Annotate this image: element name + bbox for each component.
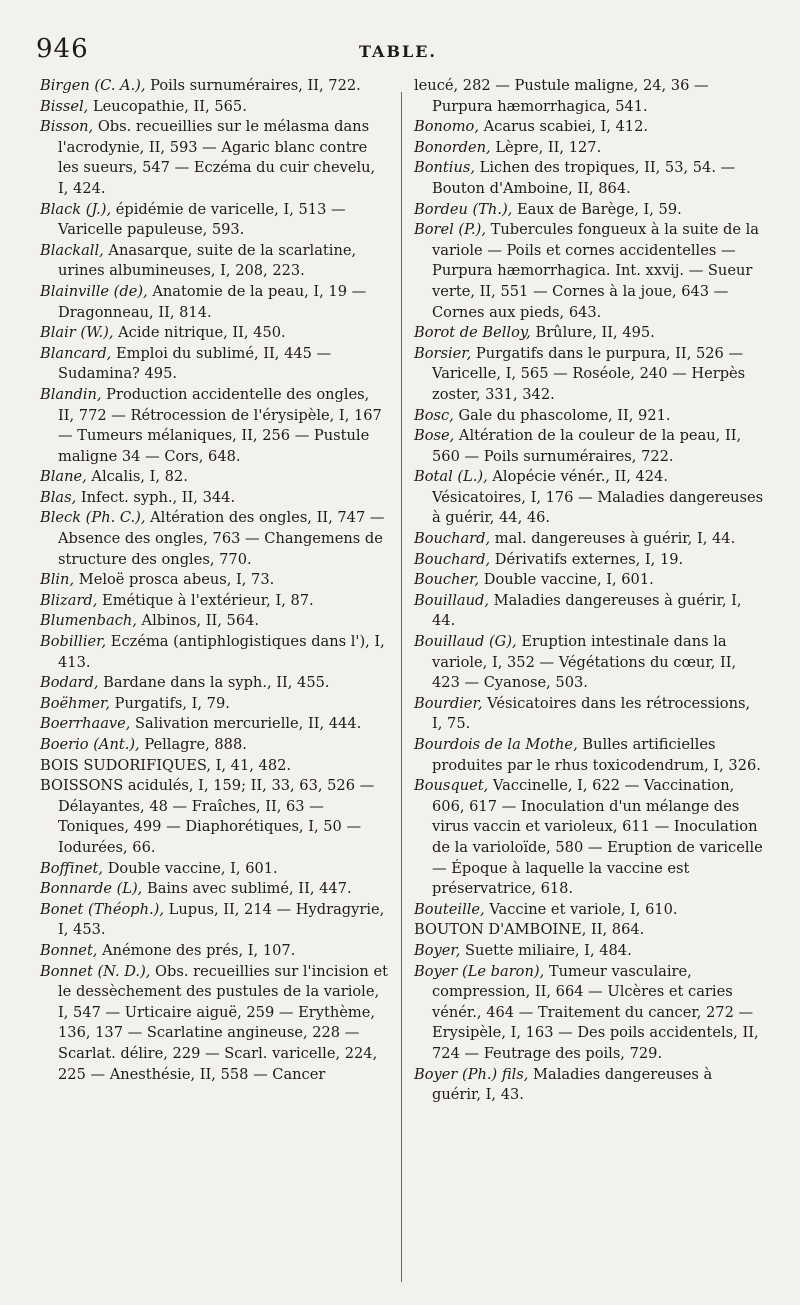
entry-author: Borot de Belloy, (414, 324, 531, 342)
entry-author: Blizard, (40, 591, 98, 609)
entry-text: Pellagre, 888. (139, 736, 247, 753)
entry-text: Lèpre, II, 127. (490, 138, 602, 156)
entry-text: Double vaccine, I, 601. (103, 859, 278, 877)
entry-text: Double vaccine, I, 601. (479, 571, 654, 589)
index-entry (40, 900, 390, 941)
entry-text: Purgatifs, I, 79. (110, 694, 230, 712)
entry-text: Emétique à l'extérieur, I, 87. (97, 591, 314, 609)
entry-text: Tubercules fongueux à la suite de la variole — Poils et cornes accidentelles — Purpura hæmorrhagica. Int. xxvij. — Sueur verte, II, 551 — Cornes à la joue, 643 — Cornes aux pieds, 643. (432, 221, 759, 321)
page-number: 946 (36, 34, 89, 64)
index-entry (40, 241, 390, 282)
index-entry (40, 776, 390, 858)
index-entry (414, 632, 764, 694)
entry-author: Bissel, (40, 97, 89, 115)
entry-text: Albinos, II, 564. (136, 612, 260, 630)
entry-author: Bouchard, (414, 550, 491, 568)
index-entry (414, 776, 764, 900)
index-entry (414, 406, 764, 427)
page-header (36, 34, 760, 70)
entry-text: épidémie de varicelle, I, 513 — Varicelle papuleuse, 593. (58, 200, 346, 239)
entry-author: Bobillier, (40, 633, 107, 651)
index-entry (40, 282, 390, 323)
entry-author: Boyer (Ph.) fils, (414, 1065, 529, 1083)
entry-text: Maladies dangereuses à guérir, I, 44. (432, 591, 742, 630)
entry-author: Boffinet, (40, 859, 104, 877)
entry-author: Bordeu (Th.), (414, 200, 513, 218)
entry-text: Dérivatifs externes, I, 19. (490, 550, 684, 568)
entry-author: Blas, (40, 488, 77, 506)
index-entry (414, 529, 764, 550)
entry-author: Blainville (de), (40, 282, 148, 300)
entry-text: Emploi du sublimé, II, 445 — Sudamina? 495. (58, 344, 332, 383)
entry-text: Brûlure, II, 495. (530, 324, 655, 342)
entry-text: Eczéma (antiphlogistiques dans l'), I, 413. (58, 633, 385, 671)
index-entry (40, 76, 390, 97)
entry-text: BOUTON D'AMBOINE, II, 864. (414, 921, 645, 939)
index-entry (40, 735, 390, 756)
index-entry (40, 694, 390, 715)
entry-text: Bains avec sublimé, II, 447. (142, 880, 352, 898)
entry-text: Vaccine et variole, I, 610. (484, 900, 678, 918)
index-entry (414, 550, 764, 571)
index-entry (40, 611, 390, 632)
left-column (40, 76, 390, 1085)
entry-author: Boyer (Le baron), (414, 962, 545, 980)
entry-author: Bonomo, (414, 118, 479, 136)
entry-text: Suette miliaire, I, 484. (460, 941, 632, 959)
entry-author: Botal (L.), (414, 468, 488, 486)
index-entry (40, 467, 390, 488)
entry-author: Blackall, (40, 241, 104, 259)
index-entry (40, 117, 390, 199)
entry-text: Altération des ongles, II, 747 — Absence des ongles, 763 — Changemens de structure des ongles, 770. (58, 509, 385, 568)
entry-author: Bonorden, (414, 138, 491, 156)
entry-author: Bonnet (N. D.), (40, 962, 151, 980)
index-entry (40, 941, 390, 962)
entry-text: Anasarque, suite de la scarlatine, urines albumineuses, I, 208, 223. (58, 241, 357, 280)
column-divider (401, 92, 402, 1282)
entry-author: Bisson, (40, 118, 94, 136)
entry-author: Bosc, (414, 406, 454, 424)
entry-author: Bonnarde (L), (40, 880, 143, 898)
entry-author: Boëhmer, (40, 694, 111, 712)
index-entry (414, 467, 764, 529)
running-head: TABLE. (359, 42, 437, 61)
entry-author: Bonet (Théoph.), (40, 900, 165, 918)
index-entry (414, 323, 764, 344)
index-entry (40, 488, 390, 509)
index-entry (40, 879, 390, 900)
index-entry (414, 900, 764, 921)
entry-text: Lichen des tropiques, II, 53, 54. — Bouton d'Amboine, II, 864. (432, 159, 736, 197)
entry-author: Boerrhaave, (40, 715, 131, 733)
entry-author: Bose, (414, 427, 455, 445)
entry-author: Borsier, (414, 344, 472, 362)
entry-text: BOIS SUDORIFIQUES, I, 41, 482. (40, 756, 292, 774)
index-entry (414, 920, 764, 941)
entry-text: mal. dangereuses à guérir, I, 44. (490, 530, 736, 548)
entry-text: Obs. recueillies sur le mélasma dans l'acrodynie, II, 593 — Agaric blanc contre les sueurs, 547 — Eczéma du cuir chevelu, I, 424. (58, 118, 376, 197)
entry-text: Bulles artificielles produites par le rhus toxicodendrum, I, 326. (432, 736, 761, 774)
entry-author: Bousquet, (414, 777, 489, 795)
entry-text: Acide nitrique, II, 450. (113, 324, 286, 342)
index-entry (40, 632, 390, 673)
entry-text: Infect. syph., II, 344. (76, 488, 236, 506)
entry-text: Salivation mercurielle, II, 444. (130, 715, 362, 733)
index-entry (40, 323, 390, 344)
index-entry (414, 426, 764, 467)
index-entry (40, 97, 390, 118)
index-entry (40, 859, 390, 880)
entry-text: BOISSONS acidulés, I, 159; II, 33, 63, 526 — Délayantes, 48 — Fraîches, II, 63 — Toniques, 499 — Diaphorétiques, I, 50 — Iodurées, 66. (40, 777, 375, 856)
entry-text: Lupus, II, 214 — Hydragyrie, I, 453. (58, 900, 385, 939)
entry-text: Vésicatoires dans les rétrocessions, I, 75. (432, 694, 751, 733)
entry-text: Alcalis, I, 82. (86, 468, 188, 486)
entry-text: Leucopathie, II, 565. (88, 97, 247, 115)
index-entry (414, 962, 764, 1065)
entry-text: Purgatifs dans le purpura, II, 526 — Varicelle, I, 565 — Roséole, 240 — Herpès zoster, 331, 342. (432, 344, 746, 403)
index-entry (414, 220, 764, 323)
index-entry (414, 591, 764, 632)
entry-text: Alopécie vénér., II, 424. Vésicatoires, I, 176 — Maladies dangereuses à guérir, 44, 46. (432, 468, 764, 527)
index-entry (414, 158, 764, 199)
entry-text: Vaccinelle, I, 622 — Vaccination, 606, 617 — Inoculation d'un mélange des virus vaccin et varioleux, 611 — Inoculation de la varioloïde, 580 — Eruption de varicelle — Époque à laquelle la vaccine est préservatrice, 618. (432, 777, 763, 898)
index-entry (40, 508, 390, 570)
entry-author: Bouillaud, (414, 591, 489, 609)
index-entry (40, 344, 390, 385)
entry-author: Borel (P.), (414, 221, 486, 239)
index-entry (40, 385, 390, 467)
entry-author: Blin, (40, 571, 75, 589)
index-entry (414, 117, 764, 138)
entry-text: Poils surnuméraires, II, 722. (145, 77, 361, 94)
index-entry (40, 200, 390, 241)
entry-text: Production accidentelle des ongles, II, 772 — Rétrocession de l'érysipèle, I, 167 — Tumeurs mélaniques, II, 256 — Pustule maligne 34 — Cors, 648. (58, 385, 382, 465)
entry-text: leucé, 282 — Pustule maligne, 24, 36 — Purpura hæmorrhagica, 541. (414, 77, 709, 115)
index-entry (40, 570, 390, 591)
index-entry (414, 1065, 764, 1106)
entry-author: Bourdois de la Mothe, (414, 736, 578, 753)
index-entry (414, 941, 764, 962)
entry-author: Boucher, (414, 571, 480, 589)
index-entry (40, 673, 390, 694)
index-entry (40, 714, 390, 735)
entry-author: Black (J.), (40, 200, 112, 218)
entry-author: Bouillaud (G), (414, 633, 517, 651)
entry-author: Blair (W.), (40, 324, 114, 342)
entry-author: Blancard, (40, 344, 112, 362)
entry-text: Altération de la couleur de la peau, II, 560 — Poils surnuméraires, 722. (432, 427, 742, 465)
entry-author: Bodard, (40, 674, 99, 692)
entry-text: Obs. recueillies sur l'incision et le dessèchement des pustules de la variole, I, 547 — Urticaire aiguë, 259 — Erythème, 136, 137 — Scarlatine angineuse, 228 — Scarlat. délire, 229 — Scarl. varicelle, 224, 225 — Anesthésie, II, 558 — Cancer (58, 962, 388, 1083)
entry-author: Blane, (40, 468, 87, 486)
entry-text: Eaux de Barège, I, 59. (512, 200, 682, 218)
index-entry (414, 76, 764, 117)
index-entry (414, 570, 764, 591)
entry-author: Boerio (Ant.), (40, 736, 140, 753)
entry-author: Bouchard, (414, 530, 491, 548)
entry-author: Bontius, (414, 159, 475, 177)
entry-author: Blandin, (40, 385, 102, 403)
index-entry (414, 344, 764, 406)
index-entry (414, 735, 764, 776)
entry-author: Birgen (C. A.), (40, 77, 146, 94)
entry-author: Bourdier, (414, 694, 483, 712)
index-entry (414, 138, 764, 159)
entry-text: Tumeur vasculaire, compression, II, 664 — Ulcères et caries vénér., 464 — Traitement du cancer, 272 — Erysipèle, I, 163 — Des poils accidentels, II, 724 — Feutrage des poils, 729. (432, 962, 759, 1062)
entry-text: Gale du phascolome, II, 921. (453, 406, 671, 424)
entry-text: Bardane dans la syph., II, 455. (98, 674, 330, 692)
entry-text: Anémone des prés, I, 107. (97, 941, 296, 959)
index-entry (414, 200, 764, 221)
entry-text: Acarus scabiei, I, 412. (478, 118, 649, 136)
entry-author: Bonnet, (40, 941, 98, 959)
right-column (414, 76, 764, 1106)
entry-text: Meloë prosca abeus, I, 73. (74, 571, 275, 589)
entry-text: Anatomie de la peau, I, 19 — Dragonneau, II, 814. (58, 282, 367, 321)
entry-author: Blumenbach, (40, 612, 137, 630)
entry-author: Boyer, (414, 941, 461, 959)
index-entry (414, 694, 764, 735)
index-entry (40, 756, 390, 777)
entry-author: Bleck (Ph. C.), (40, 509, 146, 527)
index-entry (40, 591, 390, 612)
entry-text: Maladies dangereuses à guérir, I, 43. (432, 1065, 713, 1104)
entry-author: Bouteille, (414, 900, 485, 918)
index-entry (40, 962, 390, 1086)
entry-text: Eruption intestinale dans la variole, I, 352 — Végétations du cœur, II, 423 — Cyanose, 503. (432, 633, 737, 692)
